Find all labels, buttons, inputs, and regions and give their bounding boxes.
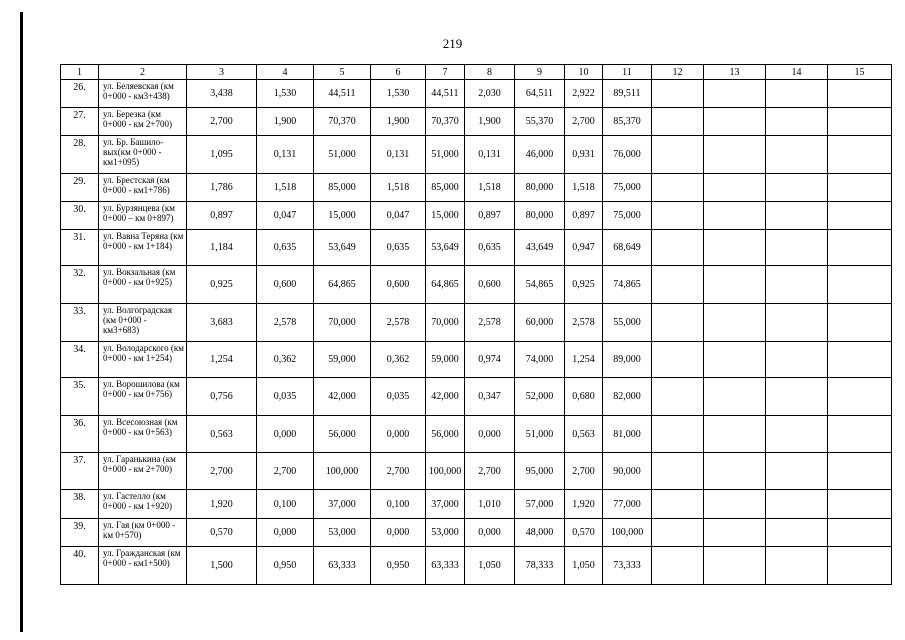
empty-cell: [766, 519, 828, 547]
value-cell: 0,897: [565, 202, 603, 230]
row-number: 27.: [61, 108, 99, 136]
empty-cell: [828, 266, 892, 304]
value-cell: 3,438: [187, 80, 257, 108]
table-row: [61, 519, 892, 547]
value-cell: 0,362: [371, 342, 426, 378]
empty-cell: [828, 453, 892, 490]
row-number: 38.: [61, 490, 99, 519]
value-cell: 0,100: [371, 490, 426, 519]
value-cell: 85,000: [426, 174, 465, 202]
street-name: ул. Ворошилова (км 0+000 - км 0+756): [99, 378, 187, 416]
empty-cell: [766, 174, 828, 202]
value-cell: 48,000: [515, 519, 565, 547]
value-cell: 0,897: [465, 202, 515, 230]
empty-cell: [766, 202, 828, 230]
value-cell: 100,000: [426, 453, 465, 490]
value-cell: 56,000: [426, 416, 465, 453]
column-header: 6: [371, 65, 426, 80]
empty-cell: [652, 230, 704, 266]
value-cell: 76,000: [603, 136, 652, 174]
value-cell: 0,950: [257, 547, 314, 585]
value-cell: 0,925: [187, 266, 257, 304]
value-cell: 2,030: [465, 80, 515, 108]
empty-cell: [766, 547, 828, 585]
row-number: 29.: [61, 174, 99, 202]
value-cell: 0,931: [565, 136, 603, 174]
empty-cell: [652, 266, 704, 304]
value-cell: 1,095: [187, 136, 257, 174]
value-cell: 51,000: [314, 136, 371, 174]
table-row: [61, 416, 892, 453]
value-cell: 0,000: [371, 519, 426, 547]
value-cell: 0,100: [257, 490, 314, 519]
empty-cell: [652, 304, 704, 342]
value-cell: 55,370: [515, 108, 565, 136]
street-name: ул. Всесоюзная (км 0+000 - км 0+563): [99, 416, 187, 453]
value-cell: 42,000: [314, 378, 371, 416]
value-cell: 1,050: [465, 547, 515, 585]
table-row: [61, 378, 892, 416]
value-cell: 1,518: [465, 174, 515, 202]
column-header: 7: [426, 65, 465, 80]
value-cell: 44,511: [314, 80, 371, 108]
empty-cell: [704, 490, 766, 519]
empty-cell: [828, 108, 892, 136]
row-number: 33.: [61, 304, 99, 342]
value-cell: 2,578: [465, 304, 515, 342]
column-header: 10: [565, 65, 603, 80]
value-cell: 1,900: [257, 108, 314, 136]
empty-cell: [704, 416, 766, 453]
value-cell: 53,649: [426, 230, 465, 266]
empty-cell: [766, 230, 828, 266]
empty-cell: [766, 490, 828, 519]
empty-cell: [704, 453, 766, 490]
street-name: ул. Гастелло (км 0+000 - км 1+920): [99, 490, 187, 519]
value-cell: 70,000: [314, 304, 371, 342]
empty-cell: [704, 174, 766, 202]
value-cell: 0,600: [465, 266, 515, 304]
value-cell: 1,518: [565, 174, 603, 202]
table-row: [61, 174, 892, 202]
value-cell: 68,649: [603, 230, 652, 266]
table-row: [61, 136, 892, 174]
value-cell: 70,000: [426, 304, 465, 342]
value-cell: 37,000: [314, 490, 371, 519]
value-cell: 1,184: [187, 230, 257, 266]
street-name: ул. Гражданская (км 0+000 - км1+500): [99, 547, 187, 585]
value-cell: 0,635: [465, 230, 515, 266]
value-cell: 1,010: [465, 490, 515, 519]
value-cell: 0,570: [187, 519, 257, 547]
value-cell: 0,947: [565, 230, 603, 266]
table-row: [61, 453, 892, 490]
table-row: [61, 547, 892, 585]
value-cell: 56,000: [314, 416, 371, 453]
table-row: [61, 108, 892, 136]
value-cell: 80,000: [515, 174, 565, 202]
value-cell: 0,000: [371, 416, 426, 453]
value-cell: 0,000: [465, 416, 515, 453]
column-header: 11: [603, 65, 652, 80]
street-name: ул. Гая (км 0+000 - км 0+570): [99, 519, 187, 547]
value-cell: 0,000: [257, 519, 314, 547]
value-cell: 53,000: [426, 519, 465, 547]
value-cell: 2,700: [565, 453, 603, 490]
value-cell: 85,370: [603, 108, 652, 136]
empty-cell: [828, 230, 892, 266]
value-cell: 0,635: [371, 230, 426, 266]
value-cell: 75,000: [603, 202, 652, 230]
row-number: 39.: [61, 519, 99, 547]
value-cell: 89,511: [603, 80, 652, 108]
empty-cell: [652, 202, 704, 230]
empty-cell: [766, 342, 828, 378]
value-cell: 0,925: [565, 266, 603, 304]
value-cell: 57,000: [515, 490, 565, 519]
value-cell: 0,563: [565, 416, 603, 453]
value-cell: 90,000: [603, 453, 652, 490]
value-cell: 53,649: [314, 230, 371, 266]
value-cell: 43,649: [515, 230, 565, 266]
row-number: 32.: [61, 266, 99, 304]
data-table: [60, 64, 892, 585]
value-cell: 0,680: [565, 378, 603, 416]
street-name: ул. Березка (км 0+000 - км 2+700): [99, 108, 187, 136]
value-cell: 0,131: [257, 136, 314, 174]
value-cell: 0,635: [257, 230, 314, 266]
value-cell: 0,563: [187, 416, 257, 453]
value-cell: 2,700: [187, 108, 257, 136]
table-row: [61, 342, 892, 378]
empty-cell: [652, 342, 704, 378]
value-cell: 85,000: [314, 174, 371, 202]
value-cell: 1,518: [371, 174, 426, 202]
value-cell: 2,578: [371, 304, 426, 342]
row-number: 40.: [61, 547, 99, 585]
column-header: 9: [515, 65, 565, 80]
value-cell: 77,000: [603, 490, 652, 519]
empty-cell: [828, 519, 892, 547]
header-row: [61, 65, 892, 80]
empty-cell: [766, 80, 828, 108]
empty-cell: [766, 416, 828, 453]
value-cell: 59,000: [426, 342, 465, 378]
empty-cell: [766, 266, 828, 304]
value-cell: 15,000: [314, 202, 371, 230]
empty-cell: [704, 547, 766, 585]
empty-cell: [704, 342, 766, 378]
empty-cell: [704, 304, 766, 342]
empty-cell: [766, 108, 828, 136]
empty-cell: [766, 453, 828, 490]
column-header: 1: [61, 65, 99, 80]
empty-cell: [704, 108, 766, 136]
table-row: [61, 80, 892, 108]
value-cell: 1,254: [187, 342, 257, 378]
value-cell: 70,370: [314, 108, 371, 136]
street-name: ул. Бурзянцева (км 0+000 – км 0+897): [99, 202, 187, 230]
value-cell: 1,050: [565, 547, 603, 585]
value-cell: 59,000: [314, 342, 371, 378]
column-header: 13: [704, 65, 766, 80]
table-row: [61, 266, 892, 304]
value-cell: 2,922: [565, 80, 603, 108]
value-cell: 2,700: [257, 453, 314, 490]
empty-cell: [704, 519, 766, 547]
empty-cell: [828, 136, 892, 174]
value-cell: 0,897: [187, 202, 257, 230]
value-cell: 60,000: [515, 304, 565, 342]
value-cell: 1,786: [187, 174, 257, 202]
empty-cell: [828, 80, 892, 108]
value-cell: 0,756: [187, 378, 257, 416]
value-cell: 1,530: [371, 80, 426, 108]
street-name: ул. Бр. Башило-вых(км 0+000 - км1+095): [99, 136, 187, 174]
value-cell: 1,518: [257, 174, 314, 202]
street-name: ул. Володарского (км 0+000 - км 1+254): [99, 342, 187, 378]
empty-cell: [828, 342, 892, 378]
value-cell: 63,333: [426, 547, 465, 585]
table-row: [61, 230, 892, 266]
value-cell: 81,000: [603, 416, 652, 453]
empty-cell: [652, 174, 704, 202]
value-cell: 64,865: [314, 266, 371, 304]
value-cell: 0,347: [465, 378, 515, 416]
empty-cell: [704, 136, 766, 174]
value-cell: 53,000: [314, 519, 371, 547]
value-cell: 0,600: [371, 266, 426, 304]
table-row: [61, 304, 892, 342]
empty-cell: [652, 453, 704, 490]
value-cell: 55,000: [603, 304, 652, 342]
value-cell: 15,000: [426, 202, 465, 230]
value-cell: 74,865: [603, 266, 652, 304]
value-cell: 1,900: [371, 108, 426, 136]
value-cell: 0,131: [371, 136, 426, 174]
value-cell: 100,000: [603, 519, 652, 547]
empty-cell: [828, 490, 892, 519]
value-cell: 44,511: [426, 80, 465, 108]
row-number: 31.: [61, 230, 99, 266]
row-number: 34.: [61, 342, 99, 378]
empty-cell: [652, 490, 704, 519]
value-cell: 78,333: [515, 547, 565, 585]
value-cell: 54,865: [515, 266, 565, 304]
value-cell: 82,000: [603, 378, 652, 416]
empty-cell: [652, 80, 704, 108]
value-cell: 0,600: [257, 266, 314, 304]
empty-cell: [828, 378, 892, 416]
column-header: 15: [828, 65, 892, 80]
street-name: ул. Вавна Теряна (км 0+000 - км 1+184): [99, 230, 187, 266]
value-cell: 2,700: [465, 453, 515, 490]
value-cell: 89,000: [603, 342, 652, 378]
value-cell: 51,000: [515, 416, 565, 453]
empty-cell: [652, 416, 704, 453]
value-cell: 70,370: [426, 108, 465, 136]
value-cell: 0,035: [371, 378, 426, 416]
value-cell: 0,000: [465, 519, 515, 547]
value-cell: 1,530: [257, 80, 314, 108]
value-cell: 63,333: [314, 547, 371, 585]
binding-rule: [20, 12, 23, 632]
value-cell: 0,047: [371, 202, 426, 230]
value-cell: 2,578: [565, 304, 603, 342]
value-cell: 52,000: [515, 378, 565, 416]
row-number: 28.: [61, 136, 99, 174]
row-number: 37.: [61, 453, 99, 490]
value-cell: 0,035: [257, 378, 314, 416]
street-name: ул. Гаранькина (км 0+000 - км 2+700): [99, 453, 187, 490]
value-cell: 64,865: [426, 266, 465, 304]
value-cell: 51,000: [426, 136, 465, 174]
row-number: 26.: [61, 80, 99, 108]
street-name: ул. Вокзальная (км 0+000 - км 0+925): [99, 266, 187, 304]
street-name: ул. Беляевская (км 0+000 - км3+438): [99, 80, 187, 108]
value-cell: 3,683: [187, 304, 257, 342]
value-cell: 1,254: [565, 342, 603, 378]
value-cell: 2,700: [565, 108, 603, 136]
value-cell: 0,047: [257, 202, 314, 230]
value-cell: 37,000: [426, 490, 465, 519]
empty-cell: [704, 230, 766, 266]
empty-cell: [766, 136, 828, 174]
empty-cell: [652, 378, 704, 416]
empty-cell: [704, 80, 766, 108]
value-cell: 95,000: [515, 453, 565, 490]
empty-cell: [704, 202, 766, 230]
empty-cell: [704, 378, 766, 416]
value-cell: 0,974: [465, 342, 515, 378]
value-cell: 46,000: [515, 136, 565, 174]
empty-cell: [828, 304, 892, 342]
value-cell: 1,900: [465, 108, 515, 136]
value-cell: 64,511: [515, 80, 565, 108]
empty-cell: [652, 136, 704, 174]
row-number: 30.: [61, 202, 99, 230]
empty-cell: [828, 202, 892, 230]
column-header: 14: [766, 65, 828, 80]
empty-cell: [828, 547, 892, 585]
value-cell: 1,920: [565, 490, 603, 519]
row-number: 35.: [61, 378, 99, 416]
page-number: 219: [442, 36, 463, 51]
value-cell: 1,500: [187, 547, 257, 585]
value-cell: 2,578: [257, 304, 314, 342]
value-cell: 0,950: [371, 547, 426, 585]
value-cell: 73,333: [603, 547, 652, 585]
empty-cell: [828, 416, 892, 453]
value-cell: 100,000: [314, 453, 371, 490]
empty-cell: [704, 266, 766, 304]
column-header: 2: [99, 65, 187, 80]
column-header: 8: [465, 65, 515, 80]
table-row: [61, 490, 892, 519]
value-cell: 80,000: [515, 202, 565, 230]
column-header: 4: [257, 65, 314, 80]
street-name: ул. Брестская (км 0+000 - км1+786): [99, 174, 187, 202]
empty-cell: [766, 304, 828, 342]
empty-cell: [766, 378, 828, 416]
value-cell: 74,000: [515, 342, 565, 378]
street-name: ул. Волгоградская (км 0+000 - км3+683): [99, 304, 187, 342]
table-row: [61, 202, 892, 230]
value-cell: 42,000: [426, 378, 465, 416]
value-cell: 0,000: [257, 416, 314, 453]
empty-cell: [828, 174, 892, 202]
column-header: 5: [314, 65, 371, 80]
empty-cell: [652, 547, 704, 585]
value-cell: 75,000: [603, 174, 652, 202]
value-cell: 2,700: [371, 453, 426, 490]
empty-cell: [652, 108, 704, 136]
value-cell: 0,570: [565, 519, 603, 547]
value-cell: 1,920: [187, 490, 257, 519]
value-cell: 0,362: [257, 342, 314, 378]
value-cell: 0,131: [465, 136, 515, 174]
column-header: 3: [187, 65, 257, 80]
empty-cell: [652, 519, 704, 547]
value-cell: 2,700: [187, 453, 257, 490]
column-header: 12: [652, 65, 704, 80]
row-number: 36.: [61, 416, 99, 453]
